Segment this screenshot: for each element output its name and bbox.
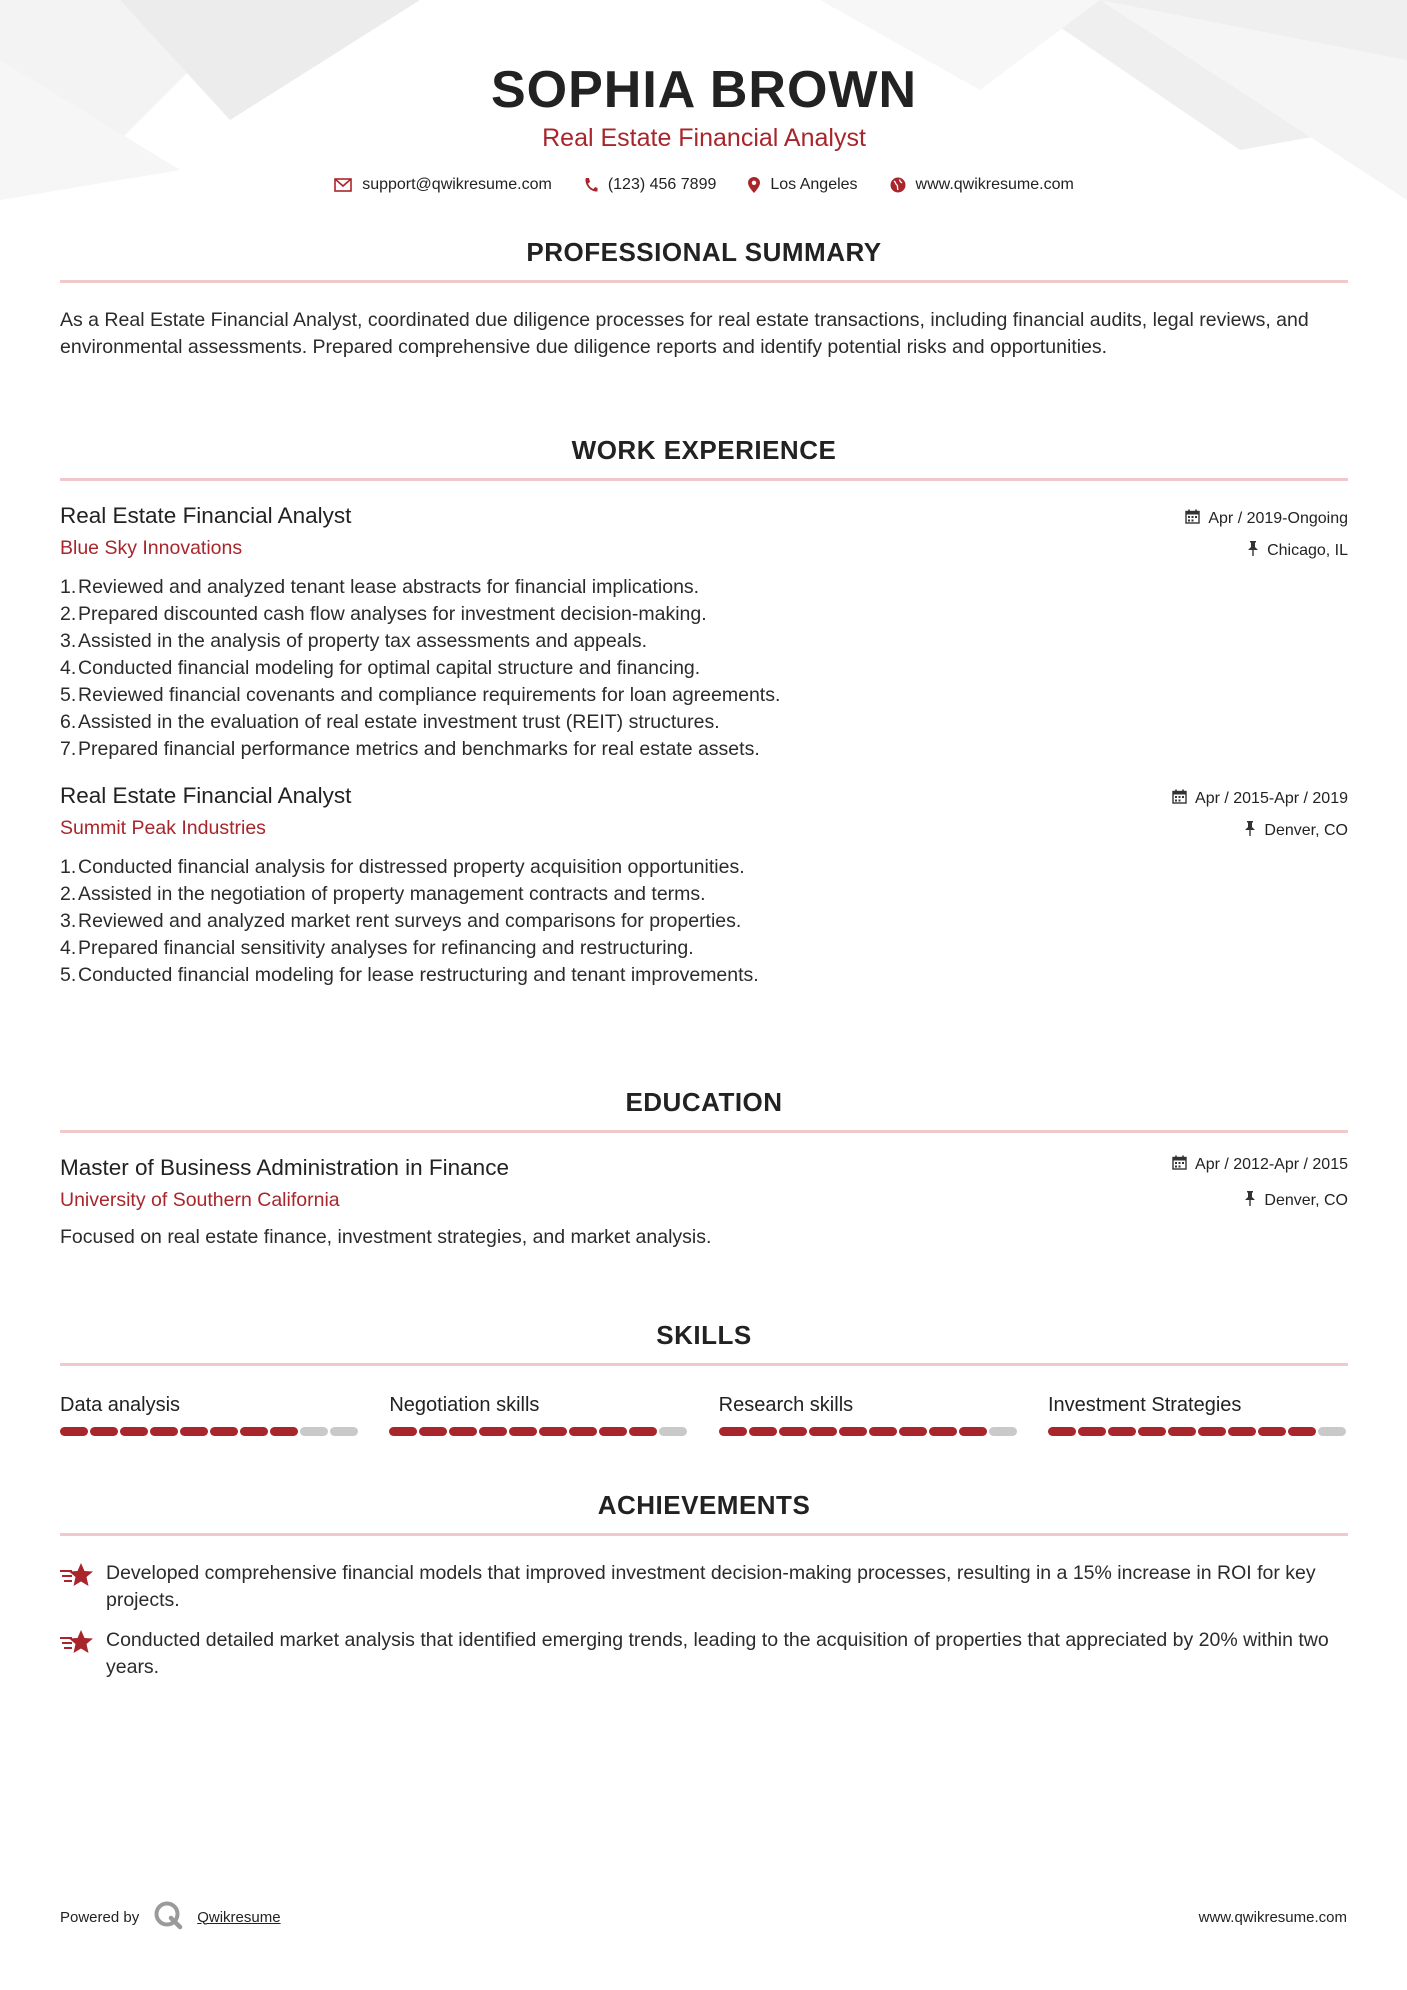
skill-name: Investment Strategies bbox=[1047, 1394, 1242, 1416]
skill-level-segment bbox=[659, 1427, 687, 1436]
experience-heading: WORK EXPERIENCE bbox=[60, 435, 1348, 481]
education-dates: Apr / 2012-Apr / 2015 bbox=[1195, 1156, 1348, 1173]
skill-level-segment bbox=[1078, 1427, 1106, 1436]
education-meta bbox=[1172, 1155, 1348, 1211]
skill-level-segment bbox=[90, 1427, 118, 1436]
skill-level-segment bbox=[1318, 1427, 1346, 1436]
phone-icon bbox=[584, 177, 598, 193]
job-title: Real Estate Financial Analyst bbox=[60, 503, 352, 528]
skill-level-segment bbox=[150, 1427, 178, 1436]
skill-level-segment bbox=[1198, 1427, 1226, 1436]
experience-section bbox=[60, 435, 1348, 989]
resume-page bbox=[60, 0, 1348, 1678]
calendar-icon bbox=[1172, 789, 1187, 809]
achievement-text: Developed comprehensive financial models that improved investment decision-making processes, resulting in a 15% increase in ROI for key projects. bbox=[106, 1562, 1316, 1611]
job-location: Chicago, IL bbox=[1267, 542, 1348, 559]
education-entry bbox=[60, 1155, 1348, 1249]
school-name: University of Southern California bbox=[60, 1189, 340, 1211]
skill-level-segment bbox=[1048, 1427, 1076, 1436]
pushpin-icon bbox=[1244, 1191, 1256, 1211]
contact-phone[interactable] bbox=[584, 176, 717, 194]
skill-level-segment bbox=[120, 1427, 148, 1436]
achievements-section bbox=[60, 1490, 1348, 1681]
skill-level-segment bbox=[1288, 1427, 1316, 1436]
skill-item bbox=[60, 1394, 360, 1436]
contact-location bbox=[748, 176, 857, 194]
powered-by-label: Powered by bbox=[60, 1908, 140, 1926]
achievements-heading: ACHIEVEMENTS bbox=[60, 1490, 1348, 1536]
email-text: support@qwikresume.com bbox=[362, 176, 552, 193]
skill-level-segment bbox=[839, 1427, 867, 1436]
job-company: Blue Sky Innovations bbox=[60, 537, 243, 559]
education-section bbox=[60, 1087, 1348, 1249]
list-item: 4. Prepared financial sensitivity analyses for refinancing and restructuring. bbox=[60, 937, 694, 959]
summary-section bbox=[60, 237, 1348, 361]
list-item: 3. Assisted in the analysis of property tax assessments and appeals. bbox=[60, 630, 648, 652]
resume-header bbox=[60, 0, 1348, 194]
achievement-item bbox=[60, 1627, 1348, 1681]
degree-title: Master of Business Administration in Finance bbox=[60, 1155, 509, 1180]
job-entry bbox=[60, 783, 1348, 989]
contact-bar bbox=[60, 176, 1348, 194]
job-dates: Apr / 2019-Ongoing bbox=[1208, 510, 1348, 527]
calendar-icon bbox=[1185, 509, 1200, 529]
shooting-star-icon bbox=[60, 1560, 106, 1596]
education-location: Denver, CO bbox=[1264, 1192, 1348, 1209]
skill-level-segment bbox=[1258, 1427, 1286, 1436]
job-company: Summit Peak Industries bbox=[60, 817, 266, 839]
brand-link[interactable]: Qwikresume bbox=[197, 1908, 281, 1926]
skill-item bbox=[389, 1394, 689, 1436]
list-item: 4. Conducted financial modeling for optimal capital structure and financing. bbox=[60, 657, 701, 679]
job-title: Real Estate Financial Analyst bbox=[60, 783, 352, 808]
footer bbox=[60, 1900, 1347, 1934]
job-bullets bbox=[60, 854, 1348, 989]
skill-level-segment bbox=[180, 1427, 208, 1436]
skill-level-segment bbox=[749, 1427, 777, 1436]
skill-item bbox=[719, 1394, 1019, 1436]
location-text: Los Angeles bbox=[770, 176, 858, 193]
list-item: 7. Prepared financial performance metrics and benchmarks for real estate assets. bbox=[60, 738, 760, 760]
list-item: 5. Conducted financial modeling for lease restructuring and tenant improvements. bbox=[60, 964, 759, 986]
skills-heading: SKILLS bbox=[60, 1320, 1348, 1366]
job-dates: Apr / 2015-Apr / 2019 bbox=[1195, 790, 1348, 807]
pushpin-icon bbox=[1244, 821, 1256, 841]
qwikresume-logo-icon bbox=[153, 1900, 183, 1934]
skill-name: Data analysis bbox=[60, 1394, 181, 1416]
skill-level-segment bbox=[270, 1427, 298, 1436]
skill-level-segment bbox=[1168, 1427, 1196, 1436]
list-item: 6. Assisted in the evaluation of real estate investment trust (REIT) structures. bbox=[60, 711, 720, 733]
pushpin-icon bbox=[1247, 541, 1259, 561]
summary-heading: PROFESSIONAL SUMMARY bbox=[60, 237, 1348, 283]
skill-level-bar bbox=[60, 1427, 360, 1436]
skill-level-segment bbox=[629, 1427, 657, 1436]
skill-level-segment bbox=[449, 1427, 477, 1436]
skill-level-segment bbox=[809, 1427, 837, 1436]
candidate-role: Real Estate Financial Analyst bbox=[542, 124, 866, 152]
skill-level-segment bbox=[240, 1427, 268, 1436]
skill-level-segment bbox=[599, 1427, 627, 1436]
job-meta bbox=[1172, 789, 1348, 841]
skill-level-segment bbox=[719, 1427, 747, 1436]
skill-level-segment bbox=[509, 1427, 537, 1436]
contact-website[interactable] bbox=[890, 176, 1074, 194]
candidate-name: SOPHIA BROWN bbox=[490, 61, 918, 119]
skill-level-segment bbox=[779, 1427, 807, 1436]
skill-level-segment bbox=[1228, 1427, 1256, 1436]
skill-level-segment bbox=[539, 1427, 567, 1436]
skill-item bbox=[1048, 1394, 1348, 1436]
footer-website[interactable]: www.qwikresume.com bbox=[1198, 1908, 1347, 1926]
achievement-item bbox=[60, 1560, 1348, 1614]
summary-text: As a Real Estate Financial Analyst, coordinated due diligence processes for real estate transactions, including financial audits, legal reviews, and environmental assessments. Prepared comprehensive due diligence reports and identify potential risks and opportunities. bbox=[60, 309, 1309, 358]
skill-level-segment bbox=[330, 1427, 358, 1436]
skill-level-bar bbox=[389, 1427, 689, 1436]
globe-icon bbox=[890, 177, 906, 193]
achievement-text: Conducted detailed market analysis that identified emerging trends, leading to the acquisition of properties that appreciated by 20% within two years. bbox=[106, 1629, 1329, 1678]
skill-level-segment bbox=[300, 1427, 328, 1436]
job-location: Denver, CO bbox=[1264, 822, 1348, 839]
skill-level-segment bbox=[929, 1427, 957, 1436]
skill-level-segment bbox=[479, 1427, 507, 1436]
job-meta bbox=[1185, 509, 1348, 561]
skill-level-segment bbox=[569, 1427, 597, 1436]
calendar-icon bbox=[1172, 1155, 1187, 1175]
skill-name: Negotiation skills bbox=[389, 1394, 540, 1416]
envelope-icon bbox=[334, 178, 352, 192]
list-item: 5. Reviewed financial covenants and compliance requirements for loan agreements. bbox=[60, 684, 781, 706]
job-entry bbox=[60, 503, 1348, 763]
education-heading: EDUCATION bbox=[60, 1087, 1348, 1133]
education-description: Focused on real estate finance, investment strategies, and market analysis. bbox=[60, 1226, 712, 1248]
list-item: 1. Reviewed and analyzed tenant lease abstracts for financial implications. bbox=[60, 576, 700, 598]
list-item: 1. Conducted financial analysis for distressed property acquisition opportunities. bbox=[60, 856, 745, 878]
skill-name: Research skills bbox=[718, 1394, 854, 1416]
list-item: 2. Assisted in the negotiation of property management contracts and terms. bbox=[60, 883, 706, 905]
contact-email[interactable] bbox=[334, 176, 552, 194]
skill-level-segment bbox=[1108, 1427, 1136, 1436]
job-bullets bbox=[60, 574, 1348, 763]
skills-section bbox=[60, 1320, 1348, 1436]
map-pin-icon bbox=[748, 177, 760, 193]
skill-level-segment bbox=[389, 1427, 417, 1436]
shooting-star-icon bbox=[60, 1627, 106, 1663]
skill-level-segment bbox=[210, 1427, 238, 1436]
website-text: www.qwikresume.com bbox=[915, 176, 1074, 193]
skill-level-segment bbox=[989, 1427, 1017, 1436]
list-item: 3. Reviewed and analyzed market rent surveys and comparisons for properties. bbox=[60, 910, 742, 932]
phone-text: (123) 456 7899 bbox=[607, 176, 717, 193]
skills-list bbox=[60, 1394, 1348, 1436]
list-item: 2. Prepared discounted cash flow analyses for investment decision-making. bbox=[60, 603, 707, 625]
skill-level-segment bbox=[419, 1427, 447, 1436]
skill-level-segment bbox=[1138, 1427, 1166, 1436]
skill-level-segment bbox=[60, 1427, 88, 1436]
skill-level-segment bbox=[869, 1427, 897, 1436]
skill-level-segment bbox=[959, 1427, 987, 1436]
skill-level-bar bbox=[719, 1427, 1019, 1436]
skill-level-segment bbox=[899, 1427, 927, 1436]
skill-level-bar bbox=[1048, 1427, 1348, 1436]
